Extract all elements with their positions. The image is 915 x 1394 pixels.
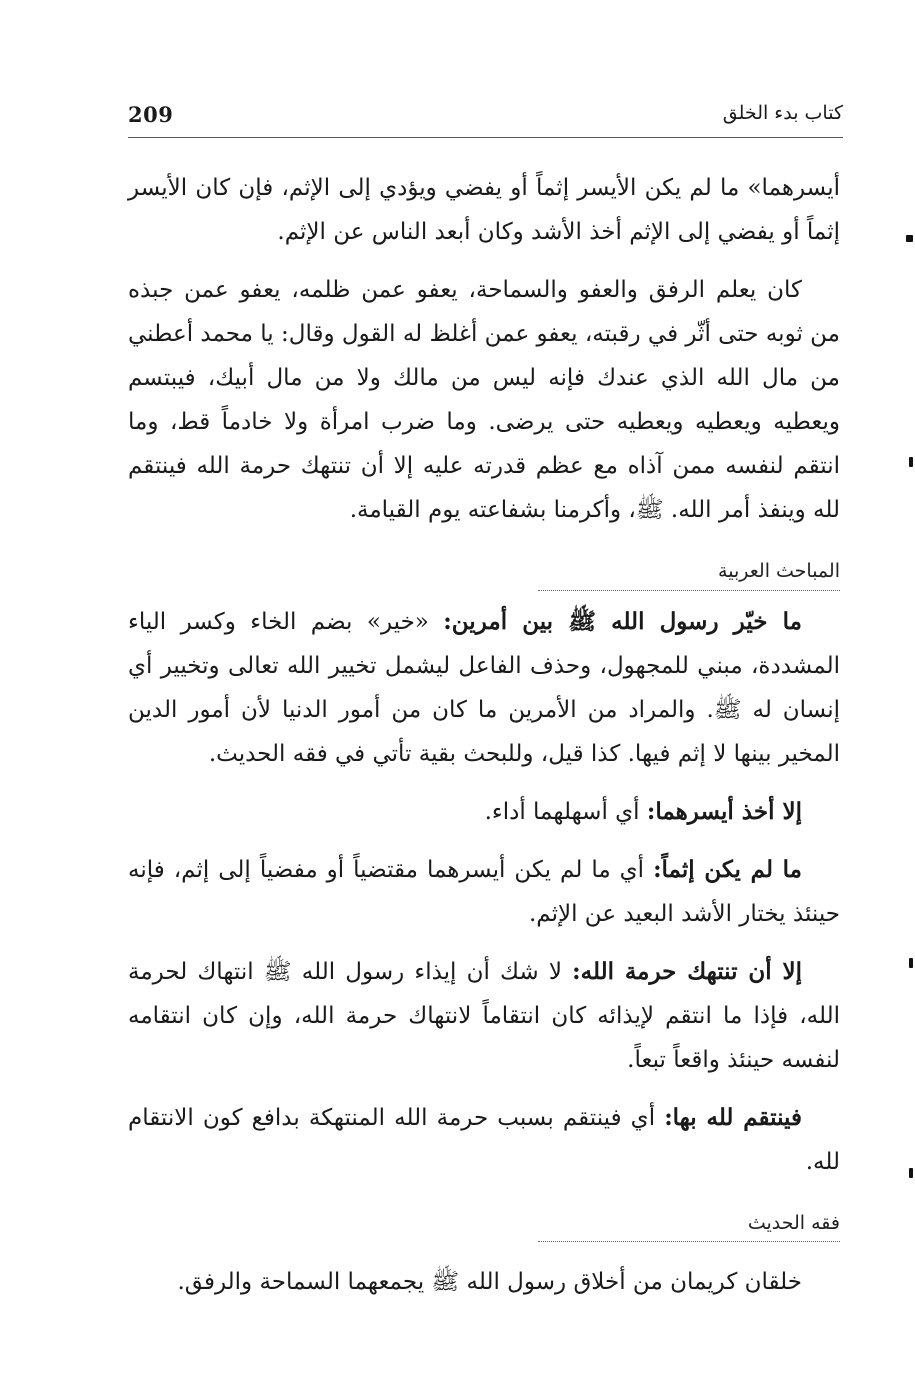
entry-paragraph xyxy=(128,790,840,834)
margin-mark xyxy=(909,457,913,467)
entry-text: أي أسهلهما أداء. xyxy=(484,799,647,825)
entry-text: أي ما لم يكن أيسرهما مقتضياً أو مفضياً إلى إثم، فإنه حينئذ يختار الأشد البعيد عن الإثم. xyxy=(128,857,840,927)
text-line: فيبتسم ويعطيه ويعطيه ويعطيه حتى يرضى. وما ضرب امرأة ولا خادماً قط، xyxy=(128,365,840,435)
entry-paragraph xyxy=(128,848,840,936)
intro-paragraph xyxy=(128,166,840,254)
section-title-fiqh: فقه الحديث xyxy=(747,1212,840,1234)
margin-mark xyxy=(909,958,913,968)
entry-paragraph xyxy=(128,950,840,1082)
entry-term: فينتقم لله بها: xyxy=(664,1104,802,1131)
header-rule xyxy=(128,137,843,138)
entry-term: ما خيّر رسول الله ﷺ بين أمرين: xyxy=(443,608,802,635)
text-line: وما انتقم لنفسه ممن آذاه مع عظم قدرته عليه إلا أن تنتهك حرمة الله فينتقم xyxy=(128,409,840,479)
entry-term: إلا أخذ أيسرهما: xyxy=(646,798,802,825)
entry-paragraph xyxy=(128,1096,840,1184)
text-line: أيسرهما» ما لم يكن الأيسر إثماً أو يفضي ويؤدي إلى الإثم، فإن كان الأيسر xyxy=(128,175,840,201)
text-line: من ثوبه حتى أثّر في رقبته، يعفو عمن أغلظ له القول وقال: يا محمد xyxy=(200,321,840,347)
margin-mark xyxy=(909,1168,913,1178)
character-paragraph xyxy=(128,268,840,532)
entry-text: «خير» بضم الخاء وكسر الياء المشددة، مبني للمجهول، وحذف الفاعل ليشمل تخيير الله تعالى وتخيير أي إنسان له ﷺ. والمراد من الأمرين ما كان من أمور الدنيا لأن أمور الدين المخير بينها لا إثم فيها. كذا قيل، وللبحث بقية تأتي في فقه الحديث. xyxy=(128,609,840,767)
page-number: 209 xyxy=(128,102,174,127)
running-title: كتاب بدء الخلق xyxy=(722,102,843,124)
section-title-arabic: المباحث العربية xyxy=(718,560,840,582)
text-line: إثماً أو يفضي إلى الإثم أخذ الأشد وكان أبعد الناس عن الإثم. xyxy=(277,219,840,245)
intro-text xyxy=(128,166,840,254)
section-rule xyxy=(538,1241,840,1242)
margin-mark xyxy=(906,235,913,242)
arabic-entries xyxy=(128,600,840,1184)
entry-term: إلا أن تنتهك حرمة الله: xyxy=(572,958,803,985)
entry-text: أي فينتقم بسبب حرمة الله المنتهكة بدافع كون الانتقام لله. xyxy=(128,1105,840,1175)
text-line: كان يعلم الرفق والعفو والسماحة، يعفو عمن ظلمه، يعفو عمن جبذه xyxy=(128,277,802,303)
text-line: لله وينفذ أمر الله. ﷺ، وأكرمنا بشفاعته يوم القيامة. xyxy=(349,497,840,523)
entry-term: ما لم يكن إثماً: xyxy=(653,856,802,883)
character-text xyxy=(128,268,840,532)
section-rule xyxy=(538,590,840,591)
fiqh-text: خلقان كريمان من أخلاق رسول الله ﷺ يجمعهما السماحة والرفق. xyxy=(177,1269,802,1295)
entry-text: لا شك أن إيذاء رسول الله ﷺ انتهاك لحرمة الله، فإذا ما انتقم لإيذائه كان انتقاماً لانتهاك حرمة الله، وإن كان انتقامه لنفسه حينئذ واقعاً تبعاً. xyxy=(128,959,840,1073)
fiqh-paragraph xyxy=(128,1260,840,1304)
text-line: أعطني من مال الله الذي عندك فإنه ليس من مالك ولا من مال أبيك، xyxy=(128,321,840,391)
page-header xyxy=(128,98,843,138)
entry-paragraph xyxy=(128,600,840,776)
